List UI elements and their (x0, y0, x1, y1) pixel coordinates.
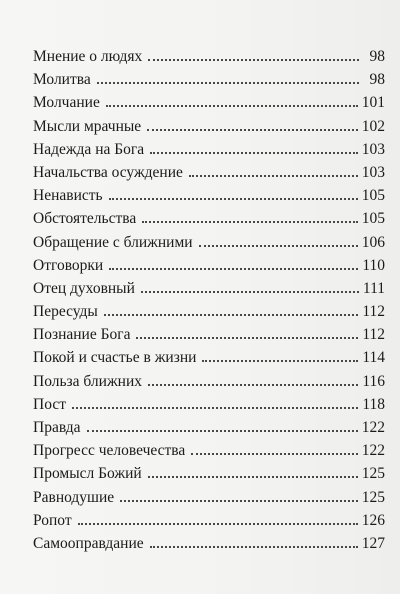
toc-entry-title: Равнодушие (33, 488, 115, 506)
toc-entry (33, 509, 385, 532)
dot-leader (148, 382, 358, 386)
toc-entry (33, 323, 385, 346)
toc-entry-page: 106 (361, 233, 385, 251)
dot-leader (150, 544, 358, 548)
dot-leader (148, 57, 359, 61)
toc-entry-page: 103 (361, 163, 385, 181)
dot-leader (120, 498, 358, 502)
toc-entry-title: Пост (33, 395, 66, 413)
toc-entry-page: 110 (362, 256, 385, 274)
dot-leader (202, 358, 358, 362)
toc-entry-page: 111 (362, 279, 385, 297)
toc-entry (33, 277, 385, 300)
toc-entry-title: Пересуды (33, 303, 98, 321)
toc-entry (33, 532, 385, 555)
toc-entry (33, 462, 385, 485)
toc-entry (33, 346, 385, 369)
toc-entry-page: 122 (361, 419, 385, 436)
toc-entry-title: Обращение с ближними (33, 233, 193, 251)
toc-entry-title: Обстоятельства (33, 210, 137, 228)
toc-entry-page: 125 (361, 488, 385, 506)
dot-leader (78, 521, 358, 525)
toc-entry (33, 68, 385, 91)
dot-leader (141, 289, 359, 293)
toc-entry-title: Молитва (33, 71, 91, 89)
toc-entry (33, 231, 385, 254)
dot-leader (104, 312, 358, 316)
dot-leader (191, 451, 357, 455)
table-of-contents (33, 45, 385, 555)
toc-entry (33, 115, 385, 138)
toc-entry-page: 105 (361, 210, 385, 228)
dot-leader (109, 196, 358, 200)
toc-entry (33, 416, 385, 439)
toc-entry (33, 91, 385, 114)
toc-entry (33, 486, 385, 509)
dot-leader (87, 428, 358, 432)
toc-entry-title: Познание Бога (33, 326, 131, 344)
toc-entry (33, 254, 385, 277)
toc-entry (33, 161, 385, 184)
dot-leader (148, 474, 358, 478)
toc-entry-page: 101 (361, 94, 385, 112)
toc-entry-title: Ненависть (33, 187, 103, 205)
dot-leader (109, 266, 358, 270)
toc-entry-title: Начальства осуждение (33, 163, 183, 181)
dot-leader (136, 335, 358, 339)
toc-entry-page: 98 (369, 71, 385, 89)
dot-leader (142, 219, 358, 223)
toc-entry-page: 118 (362, 395, 385, 413)
toc-entry (33, 207, 385, 230)
toc-entry-page: 102 (361, 117, 385, 135)
toc-entry-title: Правда (33, 419, 81, 436)
dot-leader (199, 243, 358, 247)
dot-leader (72, 405, 358, 409)
toc-entry-page: 105 (361, 187, 385, 205)
toc-entry-title: Ропот (33, 511, 72, 529)
toc-entry (33, 370, 385, 393)
toc-entry-title: Отец духовный (33, 279, 135, 297)
toc-entry-page: 114 (362, 349, 385, 367)
dot-leader (106, 103, 358, 107)
toc-entry-page: 127 (361, 534, 385, 552)
toc-entry (33, 393, 385, 416)
toc-entry-page: 126 (361, 511, 385, 529)
toc-entry-title: Самооправдание (33, 534, 144, 552)
toc-entry (33, 184, 385, 207)
toc-entry (33, 300, 385, 323)
toc-entry (33, 439, 385, 462)
toc-entry (33, 138, 385, 161)
toc-entry-title: Промысл Божий (33, 465, 142, 483)
toc-entry-title: Отговорки (33, 256, 104, 274)
toc-entry-page: 112 (362, 303, 385, 321)
toc-entry-title: Молчание (33, 94, 100, 112)
dot-leader (147, 127, 358, 131)
toc-entry-page: 112 (362, 326, 385, 344)
dot-leader (97, 80, 359, 84)
toc-entry-page: 103 (361, 140, 385, 158)
toc-entry-page: 98 (369, 48, 385, 65)
toc-entry-title: Мнение о людях (33, 48, 143, 65)
dot-leader (150, 150, 358, 154)
toc-entry-page: 116 (362, 372, 385, 390)
toc-entry (33, 45, 385, 68)
toc-entry-title: Прогресс человечества (33, 442, 186, 460)
toc-entry-title: Польза ближних (33, 372, 142, 390)
dot-leader (189, 173, 358, 177)
toc-entry-title: Надежда на Бога (33, 140, 145, 158)
toc-entry-page: 125 (361, 465, 385, 483)
toc-entry-title: Мысли мрачные (33, 117, 142, 135)
toc-entry-page: 122 (361, 442, 385, 460)
toc-entry-title: Покой и счастье в жизни (33, 349, 197, 367)
